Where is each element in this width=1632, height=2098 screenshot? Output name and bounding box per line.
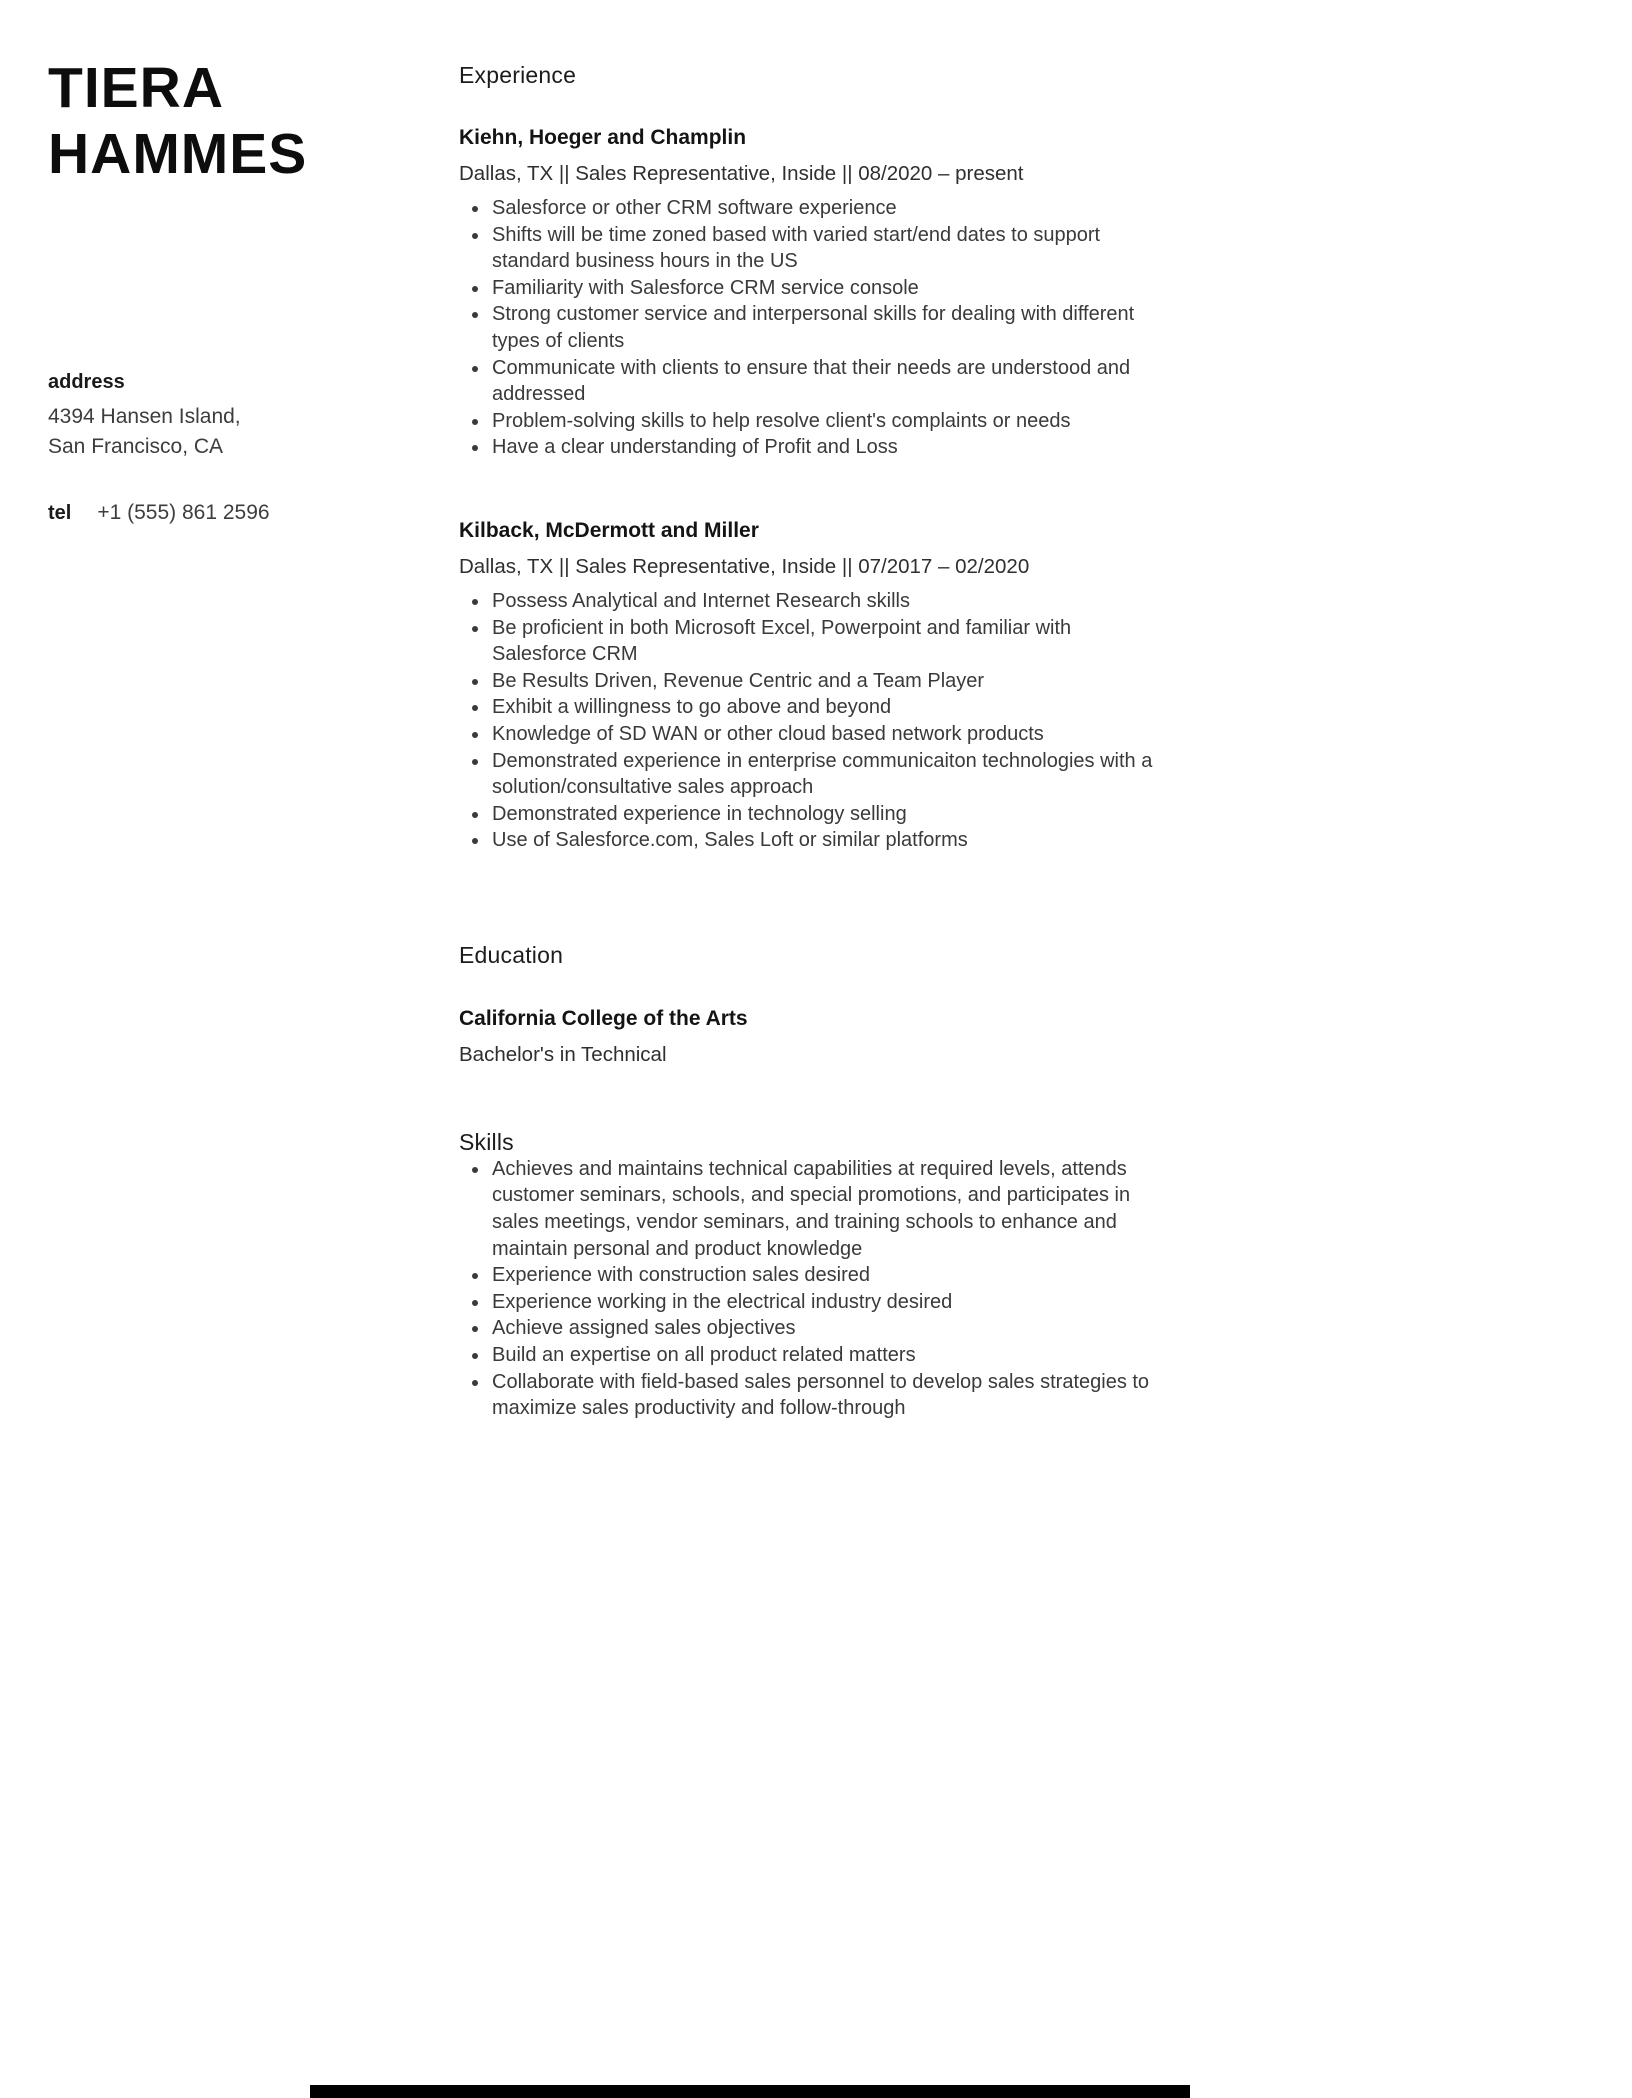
person-name-line2: HAMMES	[48, 122, 308, 187]
job-bullet: • Have a clear understanding of Profit and Loss	[490, 434, 1171, 461]
address-line1: 4394 Hansen Island,	[48, 405, 241, 428]
experience-entry	[459, 519, 1171, 854]
skills-section	[459, 1129, 1171, 1422]
degree-name: Bachelor's in Technical	[459, 1042, 667, 1066]
address-line2: San Francisco, CA	[48, 434, 224, 458]
person-name-line1: TIERA	[48, 56, 224, 120]
skill-bullet: • Achieves and maintains technical capabilities at required levels, attends customer seminars, schools, and special promotions, and participates in sales meetings, vendor seminars, and training schools to enhance and maintain personal and product knowledge	[490, 1156, 1171, 1262]
skill-bullet: • Experience with construction sales desired	[490, 1262, 1171, 1289]
company-name: Kiehn, Hoeger and Champlin	[459, 126, 747, 149]
tel-value: +1 (555) 861 2596	[97, 501, 270, 524]
job-bullet: • Salesforce or other CRM software experience	[490, 195, 1171, 222]
job-bullet: • Familiarity with Salesforce CRM service console	[490, 275, 1171, 302]
address-label: address	[48, 371, 125, 393]
job-bullet: • Be proficient in both Microsoft Excel, Powerpoint and familiar with Salesforce CRM	[490, 615, 1171, 668]
tel-block	[48, 498, 270, 528]
job-bullet: • Problem-solving skills to help resolve client's complaints or needs	[490, 408, 1171, 435]
experience-heading: Experience	[459, 62, 577, 88]
job-bullet: • Demonstrated experience in enterprise communicaiton technologies with a solution/consultative sales approach	[490, 748, 1171, 801]
school-name: California College of the Arts	[459, 1006, 748, 1030]
job-meta: Dallas, TX || Sales Representative, Inside || 08/2020 – present	[459, 162, 1024, 185]
experience-entry	[459, 126, 1171, 461]
job-bullet: • Exhibit a willingness to go above and beyond	[490, 694, 1171, 721]
address-block	[48, 371, 241, 462]
right-column	[459, 62, 1171, 1422]
job-bullet: • Use of Salesforce.com, Sales Loft or similar platforms	[490, 827, 1171, 854]
job-bullet: • Knowledge of SD WAN or other cloud based network products	[490, 721, 1171, 748]
job-bullet: • Be Results Driven, Revenue Centric and a Team Player	[490, 668, 1171, 695]
job-meta: Dallas, TX || Sales Representative, Inside || 07/2017 – 02/2020	[459, 554, 1030, 578]
job-bullet-list	[459, 588, 1171, 854]
skills-bullet-list	[459, 1156, 1171, 1422]
skill-bullet: • Experience working in the electrical industry desired	[490, 1289, 1171, 1316]
company-name: Kilback, McDermott and Miller	[459, 518, 759, 542]
skills-heading: Skills	[459, 1128, 514, 1155]
job-bullet: • Possess Analytical and Internet Research skills	[490, 588, 1171, 615]
job-bullet-list	[459, 195, 1171, 461]
education-entry	[459, 1007, 1171, 1067]
tel-label: tel	[48, 502, 72, 524]
education-section	[459, 942, 1171, 1067]
skill-bullet: • Build an expertise on all product related matters	[490, 1342, 1171, 1369]
job-bullet: • Shifts will be time zoned based with varied start/end dates to support standard business hours in the US	[490, 222, 1171, 275]
job-bullet: • Strong customer service and interpersonal skills for dealing with different types of clients	[490, 301, 1171, 354]
skill-bullet: • Achieve assigned sales objectives	[490, 1315, 1171, 1342]
job-bullet: • Demonstrated experience in technology selling	[490, 801, 1171, 828]
education-heading: Education	[459, 941, 564, 968]
person-name	[48, 55, 307, 187]
footer-bar	[310, 2085, 1190, 2098]
job-bullet: • Communicate with clients to ensure that their needs are understood and addressed	[490, 355, 1171, 408]
skill-bullet: • Collaborate with field-based sales personnel to develop sales strategies to maximize sales productivity and follow-through	[490, 1369, 1171, 1422]
